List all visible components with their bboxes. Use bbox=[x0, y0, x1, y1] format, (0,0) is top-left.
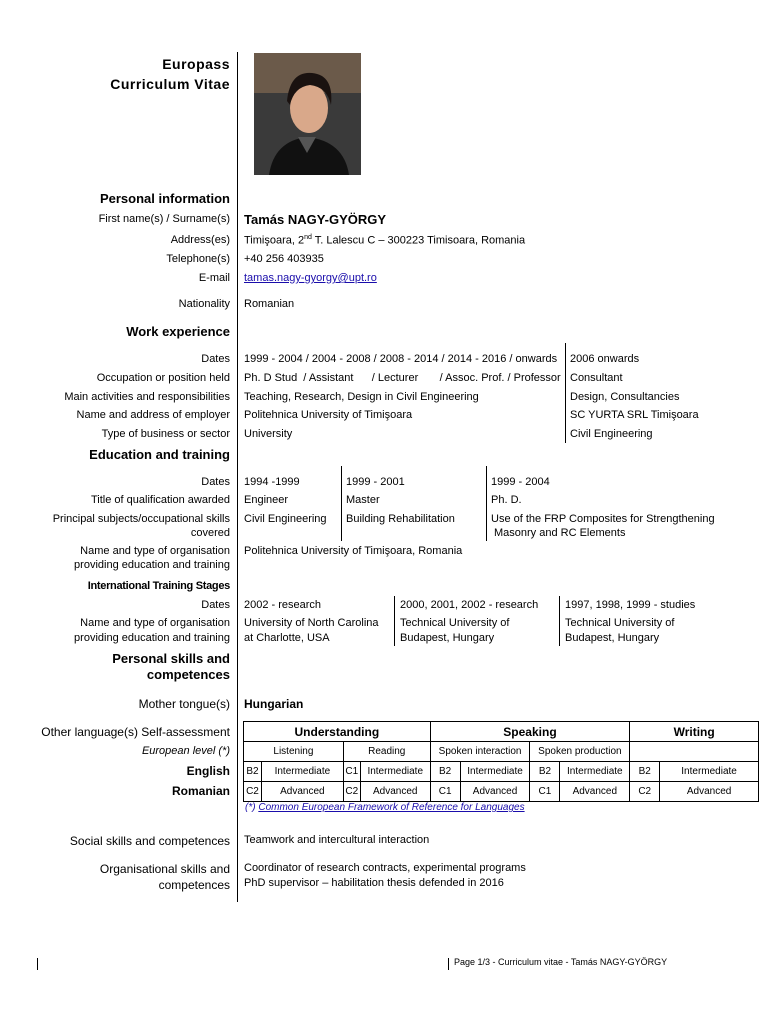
org-skills-line2: PhD supervisor – habilitation thesis defended in 2016 bbox=[244, 877, 504, 889]
section-education-training: Education and training bbox=[89, 447, 230, 462]
work-column-divider bbox=[565, 343, 566, 443]
mother-tongue-label: Mother tongue(s) bbox=[138, 697, 230, 711]
work-dates-1: 1999 - 2004 / 2004 - 2008 / 2008 - 2014 / 2014 - 2016 / onwards bbox=[244, 353, 558, 365]
section-personal-skills-2: competences bbox=[146, 667, 230, 682]
social-skills-value: Teamwork and intercultural interaction bbox=[244, 834, 430, 846]
work-sector-1: University bbox=[244, 428, 293, 440]
telephone-label: Telephone(s) bbox=[166, 253, 230, 265]
cv-title-line1: Europass bbox=[162, 56, 230, 72]
edu-title-3: Ph. D. bbox=[491, 494, 522, 506]
romanian-cell: C1 bbox=[430, 782, 460, 802]
stages-org-1a: University of North Carolina bbox=[244, 617, 379, 629]
romanian-cell: Advanced bbox=[460, 782, 530, 802]
full-name: Tamás NAGY-GYÖRGY bbox=[244, 212, 387, 227]
group-understanding: Understanding bbox=[244, 722, 431, 742]
stages-dates-1: 2002 - research bbox=[244, 599, 322, 611]
table-row-romanian bbox=[244, 782, 759, 802]
work-activities-1: Teaching, Research, Design in Civil Engineering bbox=[244, 391, 479, 403]
romanian-cell: Advanced bbox=[560, 782, 630, 802]
language-self-assessment-table bbox=[243, 721, 759, 802]
name-label: First name(s) / Surname(s) bbox=[98, 213, 230, 225]
edu-column-divider-1 bbox=[341, 466, 342, 541]
subhead-spoken-production: Spoken production bbox=[530, 742, 630, 762]
edu-subjects-label-1: Principal subjects/occupational skills bbox=[52, 513, 230, 525]
footer-page-info: Page 1/3 - Curriculum vitae - Tamás NAGY-GYÖRGY bbox=[454, 957, 668, 967]
romanian-cell: C1 bbox=[530, 782, 560, 802]
work-occupation-label: Occupation or position held bbox=[96, 372, 230, 384]
english-cell: C1 bbox=[343, 762, 360, 782]
nationality-label: Nationality bbox=[178, 298, 230, 310]
cv-title-line2: Curriculum Vitae bbox=[110, 76, 230, 92]
english-cell: Intermediate bbox=[261, 762, 343, 782]
edu-org-label-2: providing education and training bbox=[74, 559, 230, 571]
stages-org-label-1: Name and type of organisation bbox=[80, 617, 230, 629]
subhead-spoken-interaction: Spoken interaction bbox=[430, 742, 530, 762]
stages-org-2a: Technical University of bbox=[400, 617, 510, 629]
work-occupation-1: Ph. D Stud / Assistant / Lecturer / Assoc. Prof. / Professor bbox=[244, 372, 561, 384]
edu-subjects-3b: Masonry and RC Elements bbox=[494, 527, 626, 539]
section-personal-information: Personal information bbox=[99, 191, 230, 206]
edu-dates-3: 1999 - 2004 bbox=[491, 476, 550, 488]
footer-page-bar bbox=[448, 958, 449, 970]
work-employer-label: Name and address of employer bbox=[76, 409, 230, 421]
stages-org-1b: at Charlotte, USA bbox=[244, 632, 330, 644]
email-label: E-mail bbox=[198, 272, 230, 284]
cefr-link[interactable]: Common European Framework of Reference for Languages bbox=[258, 802, 525, 813]
edu-title-1: Engineer bbox=[244, 494, 289, 506]
mother-tongue-value: Hungarian bbox=[244, 697, 304, 711]
work-sector-label: Type of business or sector bbox=[101, 428, 230, 440]
main-divider bbox=[237, 52, 238, 902]
edu-org-label-1: Name and type of organisation bbox=[80, 545, 230, 557]
language-romanian-label: Romanian bbox=[171, 784, 230, 798]
nationality-value: Romanian bbox=[244, 298, 295, 310]
group-speaking: Speaking bbox=[430, 722, 630, 742]
group-writing: Writing bbox=[630, 722, 759, 742]
other-languages-label: Other language(s) Self-assessment bbox=[41, 725, 230, 739]
stages-dates-3: 1997, 1998, 1999 - studies bbox=[565, 599, 696, 611]
org-skills-label-2: competences bbox=[158, 878, 230, 892]
subhead-reading: Reading bbox=[343, 742, 430, 762]
stages-org-label-2: providing education and training bbox=[74, 632, 230, 644]
work-employer-2: SC YURTA SRL Timişoara bbox=[570, 409, 699, 421]
english-cell: B2 bbox=[430, 762, 460, 782]
address-label: Address(es) bbox=[170, 234, 230, 246]
section-work-experience: Work experience bbox=[126, 324, 230, 339]
english-cell: Intermediate bbox=[560, 762, 630, 782]
edu-title-label: Title of qualification awarded bbox=[90, 494, 230, 506]
section-training-stages: International Training Stages bbox=[87, 580, 230, 592]
english-cell: Intermediate bbox=[460, 762, 530, 782]
edu-dates-label: Dates bbox=[201, 476, 230, 488]
romanian-cell: C2 bbox=[343, 782, 360, 802]
edu-subjects-label-2: covered bbox=[190, 527, 230, 539]
romanian-cell: C2 bbox=[244, 782, 262, 802]
social-skills-label: Social skills and competences bbox=[69, 834, 230, 848]
footnote: (*) Common European Framework of Reference for Languages bbox=[245, 802, 525, 813]
address-value: Timişoara, 2nd T. Lalescu C – 300223 Timisoara, Romania bbox=[244, 234, 526, 247]
english-cell: B2 bbox=[530, 762, 560, 782]
language-english-label: English bbox=[186, 764, 230, 778]
romanian-cell: C2 bbox=[630, 782, 660, 802]
work-dates-label: Dates bbox=[201, 353, 230, 365]
work-activities-label: Main activities and responsibilities bbox=[64, 391, 230, 403]
edu-column-divider-2 bbox=[486, 466, 487, 541]
org-skills-line1: Coordinator of research contracts, experimental programs bbox=[244, 862, 526, 874]
edu-dates-2: 1999 - 2001 bbox=[346, 476, 405, 488]
stages-dates-label: Dates bbox=[201, 599, 230, 611]
edu-subjects-3: Use of the FRP Composites for Strengthening bbox=[491, 513, 715, 525]
european-level-label: European level (*) bbox=[141, 745, 230, 757]
stages-org-2b: Budapest, Hungary bbox=[400, 632, 495, 644]
telephone-value: +40 256 403935 bbox=[244, 253, 324, 265]
english-cell: B2 bbox=[244, 762, 262, 782]
profile-photo bbox=[254, 53, 361, 175]
work-sector-2: Civil Engineering bbox=[570, 428, 653, 440]
romanian-cell: Advanced bbox=[261, 782, 343, 802]
work-activities-2: Design, Consultancies bbox=[570, 391, 680, 403]
org-skills-label-1: Organisational skills and bbox=[99, 862, 230, 876]
stages-org-3a: Technical University of bbox=[565, 617, 675, 629]
subhead-writing-empty bbox=[630, 742, 759, 762]
stages-org-3b: Budapest, Hungary bbox=[565, 632, 660, 644]
footer-left-bar bbox=[37, 958, 38, 970]
edu-subjects-1: Civil Engineering bbox=[244, 513, 327, 525]
section-personal-skills-1: Personal skills and bbox=[112, 651, 230, 666]
work-employer-1: Politehnica University of Timişoara bbox=[244, 409, 413, 421]
stages-column-divider-1 bbox=[394, 596, 395, 646]
work-occupation-2: Consultant bbox=[570, 372, 623, 384]
english-cell: Intermediate bbox=[360, 762, 430, 782]
english-cell: B2 bbox=[630, 762, 660, 782]
edu-title-2: Master bbox=[346, 494, 380, 506]
subhead-listening: Listening bbox=[244, 742, 344, 762]
romanian-cell: Advanced bbox=[660, 782, 759, 802]
table-row-english bbox=[244, 762, 759, 782]
edu-dates-1: 1994 -1999 bbox=[244, 476, 300, 488]
english-cell: Intermediate bbox=[660, 762, 759, 782]
edu-org-value: Politehnica University of Timişoara, Romania bbox=[244, 545, 463, 557]
work-dates-2: 2006 onwards bbox=[570, 353, 640, 365]
email-link[interactable]: tamas.nagy-gyorgy@upt.ro bbox=[244, 272, 377, 284]
stages-column-divider-2 bbox=[559, 596, 560, 646]
stages-dates-2: 2000, 2001, 2002 - research bbox=[400, 599, 539, 611]
romanian-cell: Advanced bbox=[360, 782, 430, 802]
edu-subjects-2: Building Rehabilitation bbox=[346, 513, 455, 525]
